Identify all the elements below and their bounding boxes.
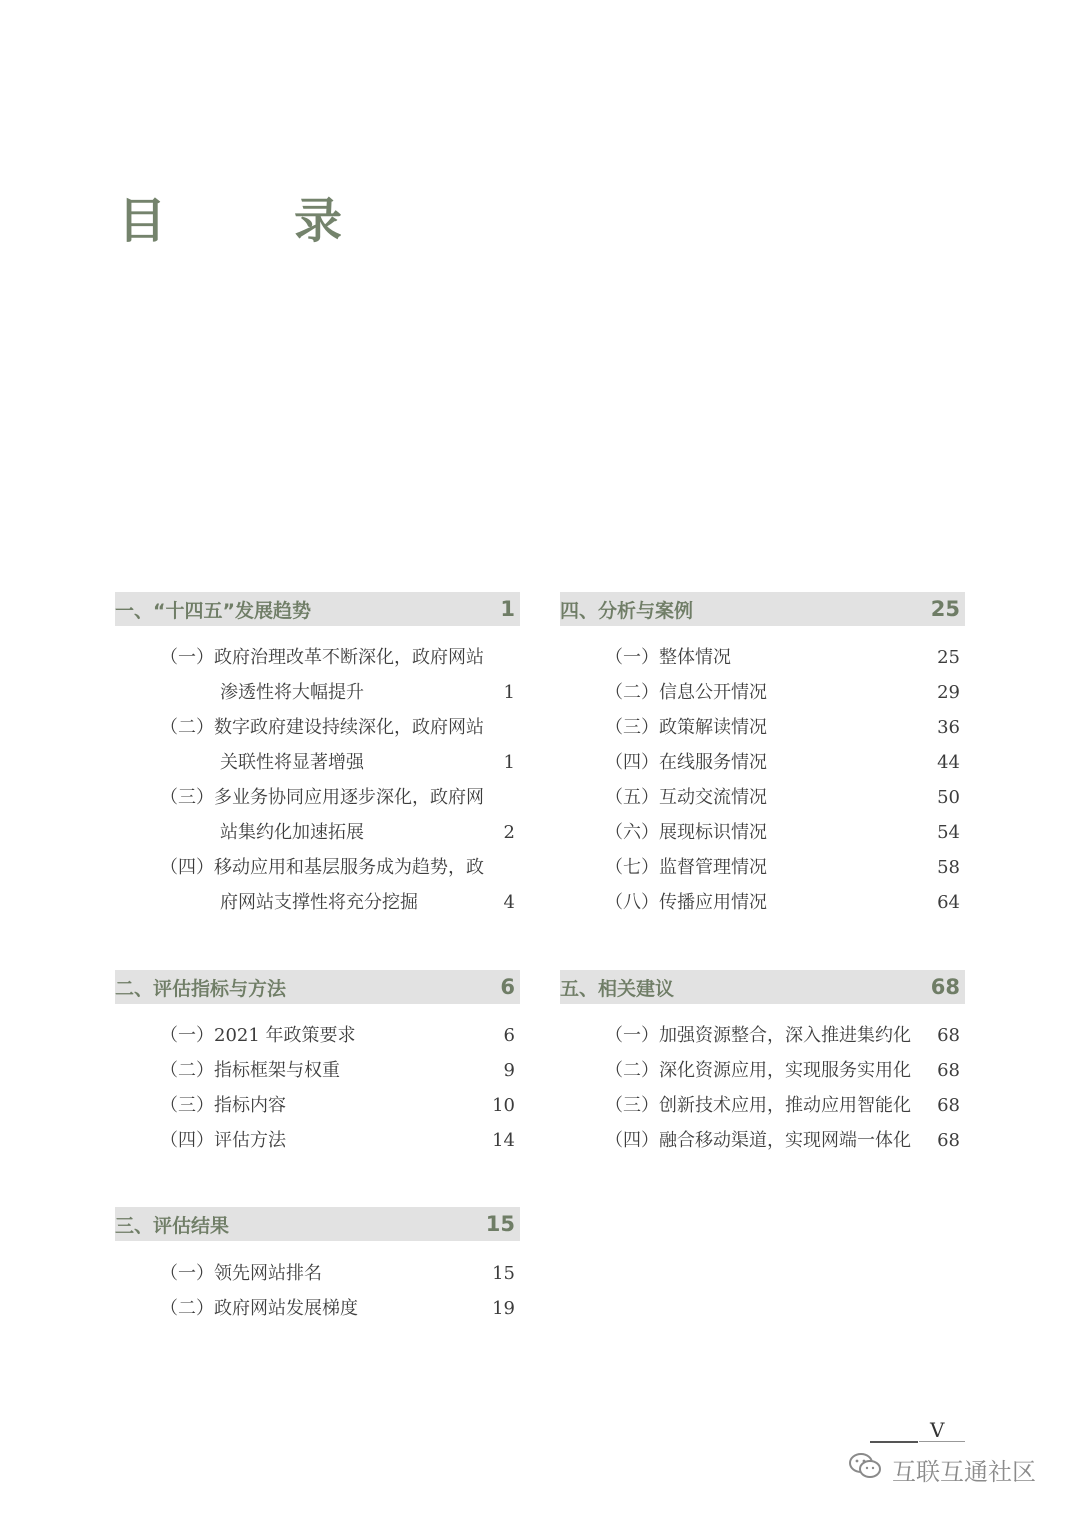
entry-label: （一）2021 年政策要求 [160, 1025, 356, 1046]
toc-entry[interactable] [160, 850, 520, 920]
watermark-text: 互联互通社区 [892, 1457, 1036, 1486]
entry-label: （四）移动应用和基层服务成为趋势，政 [160, 857, 484, 878]
entry-label: （七）监督管理情况 [605, 857, 767, 878]
toc-entry[interactable] [605, 780, 965, 815]
entry-page: 58 [937, 857, 960, 878]
toc-section-heading[interactable] [115, 1207, 520, 1241]
entry-label-cont: 站集约化加速拓展 [220, 822, 364, 843]
entry-label: （四）评估方法 [160, 1130, 286, 1151]
toc-section-heading[interactable] [115, 592, 520, 626]
entry-page: 1 [503, 682, 515, 703]
watermark [848, 1451, 1036, 1487]
toc-entry[interactable] [605, 640, 965, 675]
entry-label-cont: 关联性将显著增强 [220, 752, 364, 773]
entry-page: 50 [937, 787, 960, 808]
page-title: 目 录 [118, 193, 383, 249]
entry-page: 1 [503, 752, 515, 773]
section-title: 一、“十四五”发展趋势 [115, 599, 311, 622]
entry-label: （五）互动交流情况 [605, 787, 767, 808]
toc-entry[interactable] [605, 885, 965, 920]
toc-entry[interactable] [160, 1018, 520, 1053]
entry-label: （二）深化资源应用，实现服务实用化 [605, 1060, 911, 1081]
entry-label-cont: 府网站支撑性将充分挖掘 [220, 892, 418, 913]
toc-section-heading[interactable] [560, 970, 965, 1004]
entry-page: 64 [937, 892, 960, 913]
entry-label-cont: 渗透性将大幅提升 [220, 682, 364, 703]
section-title: 三、评估结果 [115, 1214, 230, 1237]
entry-page: 15 [492, 1263, 515, 1284]
toc-entry[interactable] [605, 1053, 965, 1088]
entry-label: （二）政府网站发展梯度 [160, 1298, 358, 1319]
entry-label: （四）融合移动渠道，实现网端一体化 [605, 1130, 911, 1151]
wechat-icon [848, 1452, 882, 1486]
toc-entry[interactable] [605, 850, 965, 885]
entry-page: 4 [503, 892, 515, 913]
toc-entry[interactable] [160, 1291, 520, 1326]
toc-entry[interactable] [605, 675, 965, 710]
entry-label: （一）政府治理改革不断深化，政府网站 [160, 647, 484, 668]
toc-section-heading[interactable] [560, 592, 965, 626]
entry-page: 29 [937, 682, 960, 703]
entry-label: （三）多业务协同应用逐步深化，政府网 [160, 787, 484, 808]
entry-label: （二）指标框架与权重 [160, 1060, 340, 1081]
entry-label: （八）传播应用情况 [605, 892, 767, 913]
section-page: 1 [500, 597, 515, 621]
section-title: 四、分析与案例 [560, 599, 694, 622]
entry-page: 68 [937, 1130, 960, 1151]
section-page: 6 [500, 975, 515, 999]
entry-label: （三）指标内容 [160, 1095, 286, 1116]
toc-entry[interactable] [160, 640, 520, 710]
entry-page: 19 [492, 1298, 515, 1319]
entry-page: 6 [503, 1025, 515, 1046]
entry-label: （四）在线服务情况 [605, 752, 767, 773]
toc-entry[interactable] [160, 1123, 520, 1158]
section-page: 15 [485, 1212, 515, 1236]
entry-label: （一）领先网站排名 [160, 1263, 322, 1284]
entry-page: 25 [937, 647, 960, 668]
entry-page: 2 [503, 822, 515, 843]
page-number: V [930, 1418, 945, 1442]
entry-label: （三）政策解读情况 [605, 717, 767, 738]
entry-page: 68 [937, 1025, 960, 1046]
section-title: 五、相关建议 [560, 977, 675, 1000]
entry-page: 68 [937, 1095, 960, 1116]
entry-page: 9 [503, 1060, 515, 1081]
toc-entry[interactable] [160, 1256, 520, 1291]
entry-label: （二）数字政府建设持续深化，政府网站 [160, 717, 484, 738]
entry-page: 36 [937, 717, 960, 738]
entry-label: （一）加强资源整合，深入推进集约化 [605, 1025, 911, 1046]
toc-entry[interactable] [160, 710, 520, 780]
toc-entry[interactable] [605, 1088, 965, 1123]
entry-page: 44 [937, 752, 960, 773]
toc-entry[interactable] [605, 745, 965, 780]
toc-entry[interactable] [160, 1088, 520, 1123]
entry-label: （三）创新技术应用，推动应用智能化 [605, 1095, 911, 1116]
toc-entry[interactable] [605, 1018, 965, 1053]
entry-page: 54 [937, 822, 960, 843]
entry-page: 68 [937, 1060, 960, 1081]
toc-entry[interactable] [605, 1123, 965, 1158]
toc-entry[interactable] [605, 815, 965, 850]
section-title: 二、评估指标与方法 [115, 977, 287, 1000]
section-page: 68 [930, 975, 960, 999]
entry-label: （二）信息公开情况 [605, 682, 767, 703]
entry-label: （一）整体情况 [605, 647, 731, 668]
toc-entry[interactable] [605, 710, 965, 745]
toc-entry[interactable] [160, 1053, 520, 1088]
section-page: 25 [930, 597, 960, 621]
entry-page: 10 [492, 1095, 515, 1116]
toc-entry[interactable] [160, 780, 520, 850]
footer-rule [870, 1441, 918, 1443]
toc-section-heading[interactable] [115, 970, 520, 1004]
entry-label: （六）展现标识情况 [605, 822, 767, 843]
entry-page: 14 [492, 1130, 515, 1151]
